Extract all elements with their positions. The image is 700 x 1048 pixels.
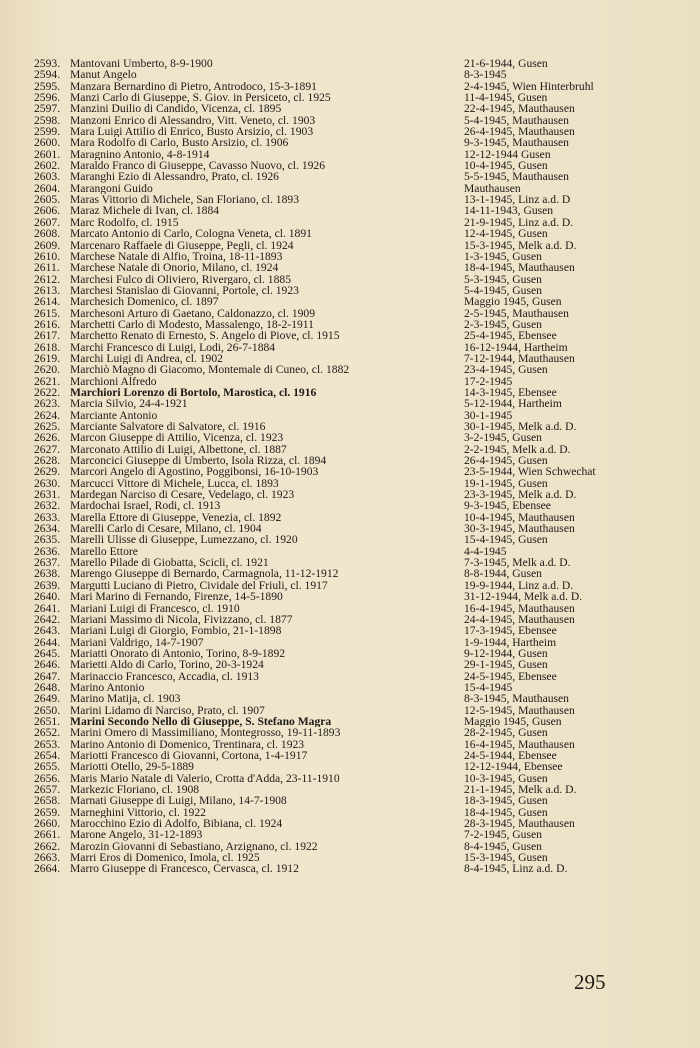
entry-death: 23-4-1945, Gusen — [464, 364, 548, 376]
list-item — [34, 557, 674, 568]
list-item — [34, 126, 674, 137]
entry-name: Mardegan Narciso di Cesare, Vedelago, cl. 1923 — [70, 489, 295, 501]
entry-death: 21-9-1945, Linz a.d. D. — [464, 216, 574, 229]
entry-number: 2632. — [34, 499, 61, 513]
entry-number: 2625. — [34, 420, 61, 433]
entry-death: 23-3-1945, Melk a.d. D. — [464, 489, 577, 501]
entry-number: 2601. — [34, 147, 61, 161]
entry-death: 28-3-1945, Mauthausen — [464, 818, 575, 830]
entry-death: 30-1-1945, Melk a.d. D. — [464, 421, 577, 433]
entry-name: Marcori Angelo di Agostino, Poggibonsi, 16-10-1903 — [70, 466, 319, 478]
list-item — [34, 364, 674, 375]
entry-name: Maris Mario Natale di Valerio, Crotta d'Adda, 23-11-1910 — [70, 772, 340, 784]
entry-name: Marcia Silvio, 24-4-1921 — [70, 398, 188, 410]
entry-name: Marchesich Domenico, cl. 1897 — [70, 296, 219, 308]
entry-death: 18-3-1945, Gusen — [464, 795, 548, 807]
entry-death: 14-11-1943, Gusen — [464, 205, 554, 217]
list-item — [34, 500, 674, 511]
entry-number: 2603. — [34, 170, 61, 184]
list-item — [34, 568, 674, 579]
entry-death: 9-3-1945, Mauthausen — [464, 137, 569, 149]
entry-number: 2659. — [34, 805, 61, 819]
entry-death: 15-3-1945, Gusen — [464, 852, 548, 864]
entry-name: Marchi Luigi di Andrea, cl. 1902 — [70, 352, 223, 365]
entry-number: 2606. — [34, 204, 61, 218]
entry-number: 2635. — [34, 533, 61, 547]
entry-name: Marchesi Fulco di Oliviero, Rivergaro, cl. 1885 — [70, 273, 291, 285]
entry-death: 9-12-1944, Gusen — [464, 647, 548, 660]
list-item — [34, 682, 674, 693]
entry-death: 8-3-1945 — [464, 69, 507, 81]
entry-name: Marchesi Stanislao di Giovanni, Portole, cl. 1923 — [70, 284, 299, 297]
list-item — [34, 841, 674, 852]
entry-death: 21-1-1945, Melk a.d. D. — [464, 784, 577, 796]
entry-death: 19-9-1944, Linz a.d. D. — [464, 579, 574, 592]
entry-name: Manzi Carlo di Giuseppe, S. Giov. in Persiceto, cl. 1925 — [70, 92, 331, 104]
entry-name: Marcucci Vittore di Michele, Lucca, cl. 1893 — [70, 477, 279, 490]
list-item — [34, 523, 674, 534]
entry-name: Mariotti Otello, 29-5-1889 — [70, 761, 194, 773]
entry-number: 2636. — [34, 544, 61, 558]
entry-number: 2631. — [34, 488, 61, 502]
entry-death: 7-3-1945, Melk a.d. D. — [464, 557, 571, 569]
list-item — [34, 659, 674, 670]
entry-death: 5-3-1945, Gusen — [464, 273, 542, 285]
entry-number: 2599. — [34, 125, 61, 139]
entry-number: 2628. — [34, 454, 61, 468]
entry-death: 11-4-1945, Gusen — [464, 92, 548, 104]
list-item — [34, 727, 674, 738]
entry-name: Marciante Salvatore di Salvatore, cl. 1916 — [70, 421, 266, 433]
entry-name: Manzini Duilio di Candido, Vicenza, cl. 1895 — [70, 103, 282, 115]
entry-death: 1-3-1945, Gusen — [464, 250, 542, 263]
entry-name: Mariani Luigi di Giorgio, Fombio, 21-1-1898 — [70, 625, 282, 637]
entry-name: Marneghini Vittorio, cl. 1922 — [70, 806, 206, 819]
entry-name: Marino Antonio — [70, 681, 145, 694]
entry-name: Mariani Valdrigo, 14-7-1907 — [70, 636, 204, 648]
entry-name: Marelli Ulisse di Giuseppe, Lumezzano, cl. 1920 — [70, 534, 298, 546]
entry-death: 16-4-1945, Mauthausen — [464, 602, 575, 614]
entry-death: 2-2-1945, Melk a.d. D. — [464, 443, 571, 456]
entry-death: 31-12-1944, Melk a.d. D. — [464, 591, 583, 603]
entry-name: Margutti Luciano di Pietro, Cividale del Friuli, cl. 1917 — [70, 579, 328, 592]
list-item — [34, 149, 674, 160]
entry-name: Marciante Antonio — [70, 409, 158, 421]
list-item — [34, 807, 674, 818]
list-item — [34, 580, 674, 591]
list-item — [34, 217, 674, 228]
entry-death: 26-4-1945, Gusen — [464, 455, 548, 467]
entry-death: 2-3-1945, Gusen — [464, 318, 542, 331]
entry-number: 2604. — [34, 181, 61, 195]
entry-death: 7-12-1944, Mauthausen — [464, 352, 575, 365]
list-item — [34, 183, 674, 194]
entry-name: Marc Rodolfo, cl. 1915 — [70, 216, 179, 229]
entry-number: 2661. — [34, 828, 61, 842]
list-item — [34, 829, 674, 840]
list-item — [34, 614, 674, 625]
entry-death: 10-4-1945, Gusen — [464, 160, 548, 172]
entry-name: Marello Ettore — [70, 545, 138, 558]
list-item — [34, 228, 674, 239]
entry-number: 2644. — [34, 635, 61, 649]
list-item — [34, 716, 674, 727]
entry-name: Marocchino Ezio di Adolfo, Bibiana, cl. 1924 — [70, 818, 283, 830]
entry-number: 2643. — [34, 624, 61, 638]
list-item — [34, 705, 674, 716]
entry-number: 2610. — [34, 249, 61, 263]
entry-name: Marconato Attilio di Luigi, Albettone, cl. 1887 — [70, 443, 287, 456]
entry-number: 2642. — [34, 612, 61, 626]
list-item — [34, 671, 674, 682]
entry-name: Marcon Giuseppe di Attilio, Vicenza, cl. 1923 — [70, 432, 284, 444]
list-item — [34, 466, 674, 477]
entry-number: 2607. — [34, 215, 61, 229]
entry-number: 2664. — [34, 862, 61, 876]
entry-number: 2629. — [34, 465, 61, 479]
entry-death: 13-1-1945, Linz a.d. D — [464, 194, 571, 206]
entry-death: 14-3-1945, Ebensee — [464, 386, 557, 399]
entry-death: 12-12-1944, Ebensee — [464, 761, 563, 773]
entry-number: 2626. — [34, 431, 61, 445]
entry-death: 8-4-1945, Gusen — [464, 840, 542, 853]
entry-name: Marelli Carlo di Cesare, Milano, cl. 1904 — [70, 523, 262, 535]
list-item — [34, 103, 674, 114]
list-item — [34, 795, 674, 806]
entry-death: 22-4-1945, Mauthausen — [464, 103, 575, 115]
list-item — [34, 750, 674, 761]
entry-death: 2-5-1945, Mauthausen — [464, 307, 569, 319]
entry-number: 2640. — [34, 590, 61, 604]
entry-number: 2639. — [34, 578, 61, 592]
entry-death: 9-3-1945, Ebensee — [464, 500, 551, 512]
page-number: 295 — [574, 970, 606, 994]
entry-number: 2654. — [34, 748, 61, 762]
entry-number: 2630. — [34, 476, 61, 490]
entry-name: Marone Angelo, 31-12-1893 — [70, 829, 203, 841]
list-item — [34, 194, 674, 205]
list-item — [34, 863, 674, 874]
entry-name: Marchioni Alfredo — [70, 375, 157, 387]
entry-name: Manzara Bernardino di Pietro, Antrodoco, 15-3-1891 — [70, 80, 317, 93]
entry-name: Marino Antonio di Domenico, Trentinara, cl. 1923 — [70, 738, 305, 750]
entry-number: 2608. — [34, 227, 61, 241]
list-item — [34, 784, 674, 795]
entry-death: 5-4-1945, Mauthausen — [464, 114, 569, 127]
list-item — [34, 240, 674, 251]
entry-death: 12-5-1945, Mauthausen — [464, 704, 575, 716]
entry-name: Marietti Aldo di Carlo, Torino, 20-3-1924 — [70, 659, 264, 671]
entry-name: Maraldo Franco di Giuseppe, Cavasso Nuovo, cl. 1926 — [70, 160, 326, 172]
entry-name: Marcenaro Raffaele di Giuseppe, Pegli, cl. 1924 — [70, 239, 294, 251]
entry-name: Marchiò Magno di Giacomo, Montemale di Cuneo, cl. 1882 — [70, 364, 350, 376]
entry-death: 28-2-1945, Gusen — [464, 727, 548, 739]
entry-name: Mariani Massimo di Nicola, Fivizzano, cl. 1877 — [70, 613, 293, 626]
entry-name: Marchi Francesco di Luigi, Lodi, 26-7-1884 — [70, 341, 276, 353]
entry-death: 3-2-1945, Gusen — [464, 432, 542, 444]
entry-death: 25-4-1945, Ebensee — [464, 330, 557, 342]
entry-death: Mauthausen — [464, 182, 521, 195]
entry-number: 2627. — [34, 442, 61, 456]
entry-name: Mari Marino di Fernando, Firenze, 14-5-1890 — [70, 591, 283, 603]
entry-death: 10-4-1945, Mauthausen — [464, 511, 575, 524]
entry-number: 2657. — [34, 783, 61, 796]
list-item — [34, 251, 674, 262]
entry-number: 2624. — [34, 408, 61, 422]
entry-number: 2649. — [34, 692, 61, 706]
list-item — [34, 115, 674, 126]
entry-name: Manut Angelo — [70, 69, 137, 81]
list-item — [34, 387, 674, 398]
list-item — [34, 376, 674, 387]
entry-number: 2646. — [34, 658, 61, 672]
entry-death: 21-6-1944, Gusen — [464, 58, 548, 70]
list-item — [34, 512, 674, 523]
entry-name: Marchetto Renato di Ernesto, S. Angelo di Piove, cl. 1915 — [70, 330, 340, 342]
entry-number: 2633. — [34, 510, 61, 524]
list-item — [34, 625, 674, 636]
entry-name: Marini Lidamo di Narciso, Prato, cl. 1907 — [70, 704, 265, 716]
entry-name: Marengo Giuseppe di Bernardo, Carmagnola, 11-12-1912 — [70, 568, 339, 580]
list-item — [34, 773, 674, 784]
list-item — [34, 637, 674, 648]
list-item — [34, 852, 674, 863]
entry-number: 2660. — [34, 817, 61, 831]
list-item — [34, 534, 674, 545]
entry-death: 29-1-1945, Gusen — [464, 659, 548, 671]
entry-death: 17-3-1945, Ebensee — [464, 625, 557, 637]
entry-number: 2653. — [34, 737, 61, 751]
entry-name: Markezic Floriano, cl. 1908 — [70, 784, 200, 796]
entry-death: 24-5-1944, Ebensee — [464, 749, 557, 762]
entry-number: 2619. — [34, 351, 61, 365]
entry-name: Marro Giuseppe di Francesco, Cervasca, cl. 1912 — [70, 863, 299, 875]
entry-death: 10-3-1945, Gusen — [464, 772, 548, 784]
entry-number: 2620. — [34, 363, 61, 377]
list-item — [34, 693, 674, 704]
entry-name: Mariotti Francesco di Giovanni, Cortona, 1-4-1917 — [70, 749, 308, 762]
entry-death: 15-4-1945 — [464, 681, 513, 694]
entry-number: 2652. — [34, 726, 61, 740]
list-item — [34, 603, 674, 614]
entry-death: 5-12-1944, Hartheim — [464, 398, 562, 410]
entry-name: Maranghi Ezio di Alessandro, Prato, cl. 1926 — [70, 171, 279, 183]
list-item — [34, 69, 674, 80]
entry-number: 2641. — [34, 601, 61, 615]
entry-death: 18-4-1945, Mauthausen — [464, 262, 575, 274]
list-item — [34, 319, 674, 330]
entry-death: 5-4-1945, Gusen — [464, 284, 542, 297]
entry-number: 2615. — [34, 306, 61, 320]
list-item — [34, 444, 674, 455]
entry-name: Marozin Giovanni di Sebastiano, Arzignano, cl. 1922 — [70, 840, 318, 853]
entry-number: 2650. — [34, 703, 61, 717]
list-item — [34, 739, 674, 750]
entry-number: 2638. — [34, 567, 61, 581]
list-item — [34, 160, 674, 171]
entry-number: 2648. — [34, 680, 61, 694]
entry-number: 2622. — [34, 385, 61, 399]
list-item — [34, 489, 674, 500]
entry-number: 2612. — [34, 272, 61, 286]
entry-number: 2634. — [34, 522, 61, 536]
list-item — [34, 81, 674, 92]
entry-number: 2658. — [34, 794, 61, 808]
entry-death: 26-4-1945, Mauthausen — [464, 126, 575, 138]
entry-number: 2595. — [34, 79, 61, 93]
entry-name: Marnati Giuseppe di Luigi, Milano, 14-7-1908 — [70, 795, 287, 807]
list-item — [34, 410, 674, 421]
list-item — [34, 58, 674, 69]
entry-number: 2593. — [34, 57, 61, 70]
entry-number: 2645. — [34, 646, 61, 660]
list-item — [34, 308, 674, 319]
entry-name: Marino Matija, cl. 1903 — [70, 693, 181, 705]
entry-number: 2655. — [34, 760, 61, 774]
entry-name: Mara Rodolfo di Carlo, Busto Arsizio, cl. 1906 — [70, 137, 289, 149]
entry-name: Marchesoni Arturo di Gaetano, Caldonazzo, cl. 1909 — [70, 307, 316, 319]
list-item — [34, 761, 674, 772]
entry-name: Marello Pilade di Giobatta, Scicli, cl. 1921 — [70, 557, 269, 569]
list-item — [34, 296, 674, 307]
entry-name: Marinaccio Francesco, Accadia, cl. 1913 — [70, 670, 259, 682]
entry-name: Maras Vittorio di Michele, San Floriano, cl. 1893 — [70, 194, 299, 206]
entry-number: 2596. — [34, 91, 61, 105]
entry-number: 2613. — [34, 283, 61, 297]
entry-death: 24-4-1945, Mauthausen — [464, 613, 575, 626]
entry-name: Mantovani Umberto, 8-9-1900 — [70, 58, 213, 70]
entry-number: 2594. — [34, 68, 61, 82]
entry-number: 2598. — [34, 113, 61, 127]
entry-death: 18-4-1945, Gusen — [464, 806, 548, 819]
entry-death: 2-4-1945, Wien Hinterbruhl — [464, 80, 594, 93]
entry-number: 2602. — [34, 159, 61, 173]
list-item — [34, 455, 674, 466]
entry-number: 2662. — [34, 839, 61, 853]
entry-name: Marangoni Guido — [70, 182, 153, 195]
entry-number: 2609. — [34, 238, 61, 252]
list-item — [34, 137, 674, 148]
list-item — [34, 205, 674, 216]
entry-name: Marconcici Giuseppe di Umberto, Isola Rizza, cl. 1894 — [70, 455, 327, 467]
entry-number: 2651. — [34, 714, 61, 728]
entry-name: Marini Omero di Massimiliano, Montegrosso, 19-11-1893 — [70, 727, 341, 739]
entry-name: Marchetti Carlo di Modesto, Massalengo, 18-2-1911 — [70, 318, 314, 331]
entry-name: Marini Secondo Nello di Giuseppe, S. Stefano Magra — [70, 715, 332, 728]
entry-death: 7-2-1945, Gusen — [464, 829, 542, 841]
entry-death: 4-4-1945 — [464, 545, 507, 558]
entry-death: 16-4-1945, Mauthausen — [464, 738, 575, 750]
entry-number: 2647. — [34, 669, 61, 683]
entry-number: 2611. — [34, 261, 60, 275]
entry-death: 1-9-1944, Hartheim — [464, 636, 557, 648]
entry-name: Mara Luigi Attilio di Enrico, Busto Arsizio, cl. 1903 — [70, 126, 314, 138]
entry-number: 2663. — [34, 851, 61, 865]
entry-number: 2656. — [34, 771, 61, 785]
entry-number: 2616. — [34, 317, 61, 331]
entry-number: 2614. — [34, 295, 61, 309]
entry-death: 12-12-1944 Gusen — [464, 148, 551, 161]
entry-death: 12-4-1945, Gusen — [464, 228, 548, 240]
list-item — [34, 546, 674, 557]
entry-name: Mariatti Onorato di Antonio, Torino, 8-9-1892 — [70, 647, 286, 660]
list-item — [34, 478, 674, 489]
entry-number: 2621. — [34, 374, 61, 388]
entry-name: Mardochai Israel, Rodi, cl. 1913 — [70, 500, 221, 512]
entry-name: Marchese Natale di Alfio, Troina, 18-11-1893 — [70, 250, 283, 263]
entry-name: Marchese Natale di Onorio, Milano, cl. 1924 — [70, 262, 279, 274]
entry-name: Marella Ettore di Giuseppe, Venezia, cl. 1892 — [70, 511, 282, 524]
entry-death: 15-3-1945, Melk a.d. D. — [464, 239, 577, 251]
list-item — [34, 818, 674, 829]
entry-death: 17-2-1945 — [464, 375, 513, 387]
list-item — [34, 591, 674, 602]
entry-number: 2605. — [34, 193, 61, 207]
entry-death: Maggio 1945, Gusen — [464, 296, 562, 308]
entry-death: 15-4-1945, Gusen — [464, 534, 548, 546]
list-item — [34, 353, 674, 364]
list-item — [34, 421, 674, 432]
entry-name: Manzoni Enrico di Alessandro, Vitt. Veneto, cl. 1903 — [70, 114, 316, 127]
list-item — [34, 432, 674, 443]
list-item — [34, 648, 674, 659]
list-item — [34, 92, 674, 103]
list-item — [34, 285, 674, 296]
entry-death: 8-8-1944, Gusen — [464, 568, 542, 580]
entry-death: 8-4-1945, Linz a.d. D. — [464, 863, 568, 875]
entry-name: Marcato Antonio di Carlo, Cologna Veneta, cl. 1891 — [70, 228, 312, 240]
entry-name: Marri Eros di Domenico, Imola, cl. 1925 — [70, 852, 260, 864]
entry-number: 2623. — [34, 397, 61, 411]
list-item — [34, 342, 674, 353]
entry-list — [34, 58, 674, 875]
entry-number: 2618. — [34, 340, 61, 354]
entry-name: Maraz Michele di Ivan, cl. 1884 — [70, 205, 220, 217]
list-item — [34, 274, 674, 285]
entry-death: 23-5-1944, Wien Schwechat — [464, 466, 596, 478]
entry-number: 2637. — [34, 556, 61, 570]
entry-death: 30-3-1945, Mauthausen — [464, 523, 575, 535]
list-item — [34, 171, 674, 182]
entry-death: Maggio 1945, Gusen — [464, 715, 562, 728]
entry-death: 5-5-1945, Mauthausen — [464, 171, 569, 183]
entry-name: Maragnino Antonio, 4-8-1914 — [70, 148, 210, 161]
entry-death: 16-12-1944, Hartheim — [464, 341, 568, 353]
entry-number: 2597. — [34, 102, 61, 116]
entry-death: 8-3-1945, Mauthausen — [464, 693, 569, 705]
entry-death: 19-1-1945, Gusen — [464, 477, 548, 490]
list-item — [34, 398, 674, 409]
entry-number: 2600. — [34, 136, 61, 150]
list-item — [34, 330, 674, 341]
list-item — [34, 262, 674, 273]
entry-death: 24-5-1945, Ebensee — [464, 670, 557, 682]
entry-death: 30-1-1945 — [464, 409, 513, 421]
entry-number: 2617. — [34, 329, 61, 343]
entry-name: Mariani Luigi di Francesco, cl. 1910 — [70, 602, 240, 614]
entry-name: Marchiori Lorenzo di Bortolo, Marostica, cl. 1916 — [70, 386, 317, 399]
